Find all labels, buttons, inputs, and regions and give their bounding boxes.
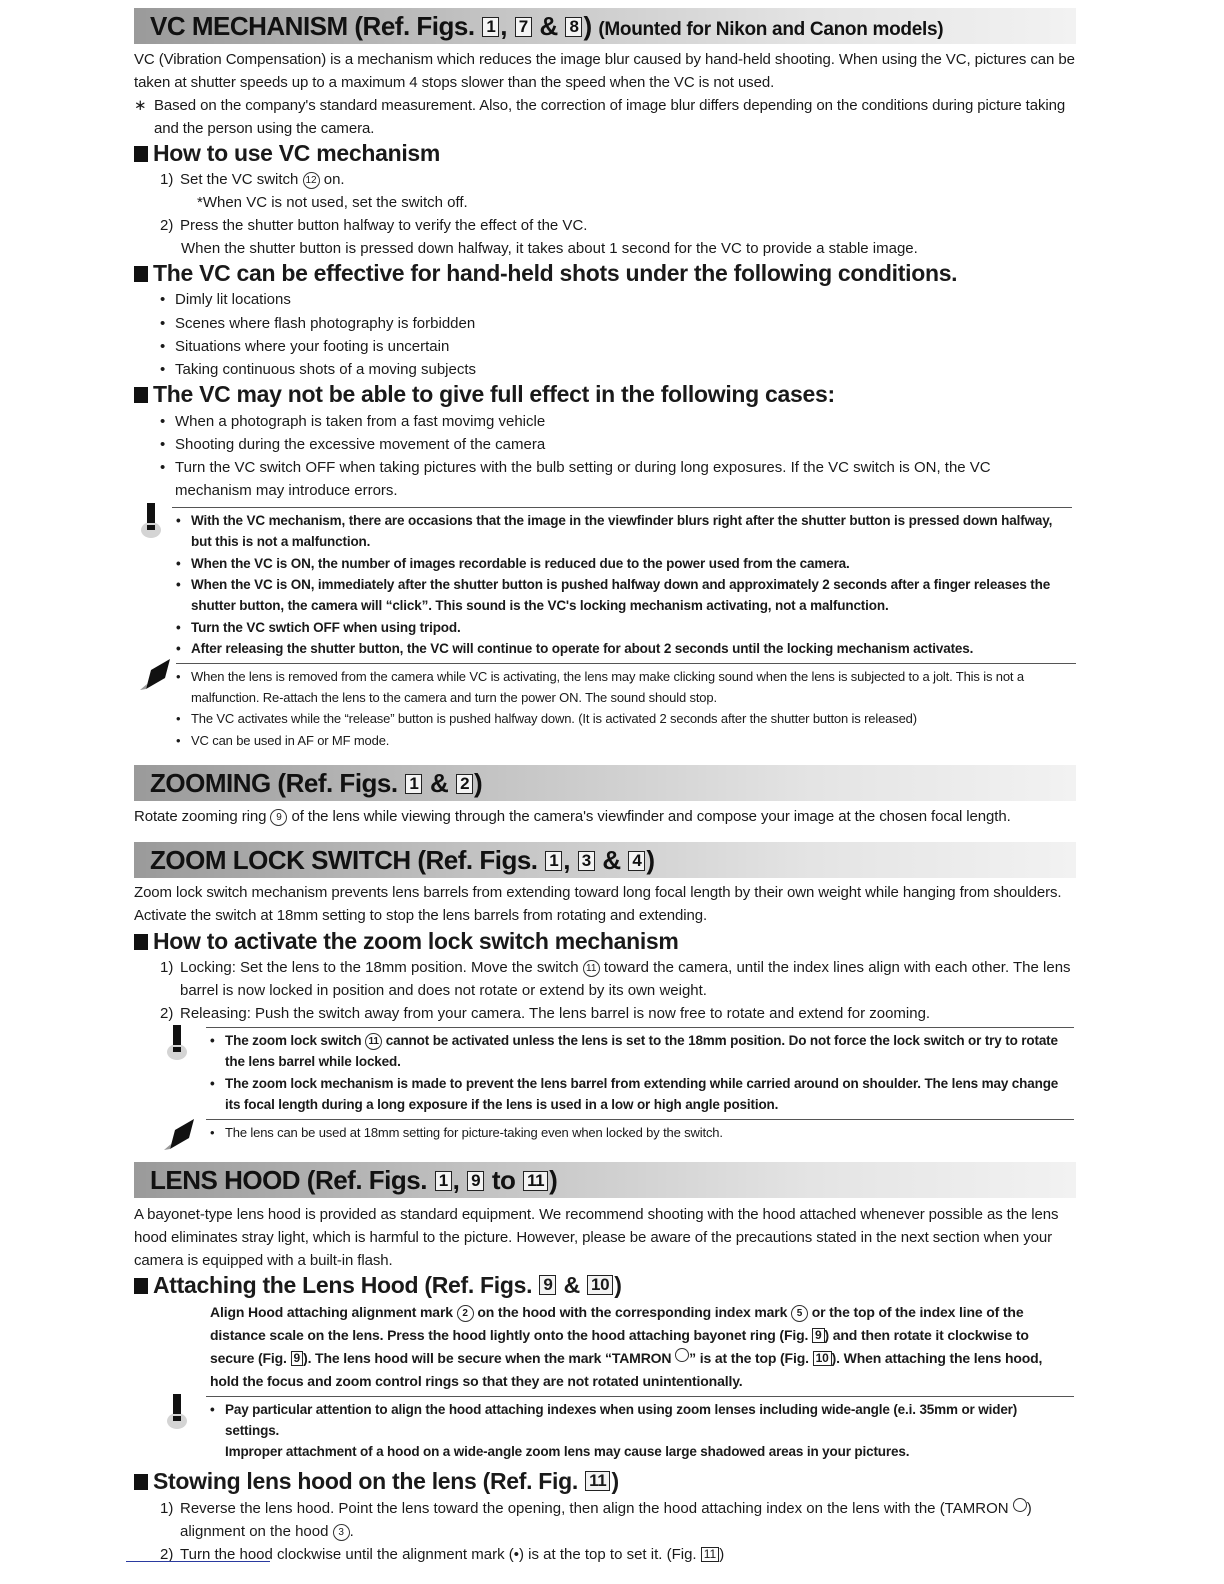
caution-text: With the VC mechanism, there are occasions that the image in the viewfinder blurs right after the shutter button is pressed down halfway, but this is not a malfunction.: [191, 513, 1053, 549]
separator: ,: [563, 845, 570, 875]
body-text: ). When attaching the lens hood, hold the focus and zoom control rings so that they are not rotated unintentionally.: [210, 1350, 1043, 1389]
section-heading: [134, 927, 679, 955]
fig-ref: 1: [435, 1171, 452, 1191]
square-bullet-icon: [134, 1278, 148, 1294]
zoom-lock-step-2: [160, 1002, 1080, 1025]
vc-mechanism-banner: [134, 8, 1076, 44]
close-paren: ): [611, 1468, 619, 1494]
close-paren: ): [583, 11, 592, 41]
caution-text: Pay particular attention to align the hood attaching indexes when using zoom lenses including wide-angle (e.i. 35mm or wider) settings.: [225, 1402, 1018, 1438]
body-text: ) and then rotate it clockwise to secure (Fig.: [210, 1327, 1029, 1366]
section-heading: [134, 380, 835, 408]
body-text: of the lens while viewing through the camera's viewfinder and compose your image at the chosen focal length.: [291, 808, 1011, 825]
caution-icon: [166, 1024, 188, 1064]
fig-ref: 9: [291, 1351, 304, 1366]
caution-text: The zoom lock switch: [225, 1033, 362, 1048]
step-text: ): [719, 1546, 725, 1563]
body-text: on the hood with the corresponding index mark: [477, 1304, 788, 1320]
step-text: toward the camera, until the index lines align with each other. The lens barrel is now locked in position and does not rotate or extend by its own weight.: [180, 959, 1071, 999]
step-number: 2): [160, 1005, 174, 1022]
step-text: Press the shutter button halfway to verify the effect of the VC.: [180, 217, 588, 234]
fig-ref: 3: [578, 851, 595, 871]
step-text: Locking: Set the lens to the 18mm position. Move the switch: [180, 959, 579, 976]
part-ref: 11: [365, 1033, 382, 1050]
heading-text: The VC can be effective for hand-held shots under the following conditions.: [153, 260, 958, 286]
page-edge-line: [126, 1561, 270, 1562]
divider: [172, 507, 1072, 508]
divider: [206, 1396, 1074, 1397]
square-bullet-icon: [134, 387, 148, 403]
part-ref: 12: [303, 172, 320, 189]
vc-subtitle: (Mounted for Nikon and Canon models): [598, 19, 944, 40]
close-paren: ): [549, 1165, 558, 1195]
fig-ref: 10: [587, 1275, 613, 1295]
step-text: Reverse the lens hood. Point the lens toward the opening, then align the hood attaching index on the lens with the (TAMRON: [180, 1500, 1009, 1517]
list-item-text: Dimly lit locations: [175, 291, 291, 308]
step-text: .: [349, 1523, 354, 1540]
step-text: Releasing: Push the switch away from your camera. The lens barrel is now free to rotate and extend for zooming.: [180, 1005, 931, 1022]
list-item-text: Turn the VC switch OFF when taking pictures with the bulb setting or during long exposures. If the VC switch is ON, the VC mechanism may introduce errors.: [175, 459, 991, 499]
step-number: 1): [160, 171, 174, 188]
list-item: • Scenes where flash photography is forbidden: [160, 312, 1060, 335]
caution-text: After releasing the shutter button, the VC will continue to operate for about 2 seconds until the locking mechanism activates.: [191, 641, 974, 656]
heading-text: How to activate the zoom lock switch mechanism: [153, 928, 679, 954]
memo-item: • The lens can be used at 18mm setting for picture-taking even when locked by the switch.: [210, 1122, 1060, 1143]
caution-text: When the VC is ON, immediately after the shutter button is pushed halfway down and approximately 2 seconds after a finger releases the shutter button, the camera will “click”. This sound is the VC's locking mechanism activating, not a malfunction.: [191, 577, 1051, 613]
fig-ref: 9: [812, 1328, 825, 1343]
zoom-lock-title: [150, 845, 655, 875]
heading-text: Attaching the Lens Hood (Ref. Figs.: [153, 1272, 533, 1298]
section-heading: [134, 139, 440, 167]
step-number: 1): [160, 959, 174, 976]
memo-text: The VC activates while the “release” button is pushed halfway down. (It is activated 2 seconds after the shutter button is released): [191, 711, 917, 726]
vc-step-1-note: *When VC is not used, set the switch off.: [197, 194, 468, 211]
caution-item: • With the VC mechanism, there are occasions that the image in the viewfinder blurs right after the shutter button is pressed down halfway, but this is not a malfunction.: [176, 510, 1056, 552]
part-ref: 5: [791, 1305, 808, 1322]
lens-hood-intro: A bayonet-type lens hood is provided as standard equipment. We recommend shooting with the hood attached whenever possible as the lens hood eliminates stray light, which is harmful to the picture. However, please be aware of the precautions stated in the next section when your camera is equipped with a built-in flash.: [134, 1206, 1059, 1269]
caution-item: • Pay particular attention to align the hood attaching indexes when using zoom lenses including wide-angle (e.i. 35mm or wider) settings. Improper attachment of a hood on a wide-angle zoom lens may cause large shadowed areas in your pictures.: [210, 1399, 1060, 1462]
caution-item: • After releasing the shutter button, the VC will continue to operate for about 2 seconds until the locking mechanism activates.: [176, 638, 1056, 659]
part-ref: 9: [270, 809, 287, 826]
list-item: • Situations where your footing is uncertain: [160, 335, 1060, 358]
divider: [206, 1119, 1074, 1120]
caution-item: • The zoom lock mechanism is made to prevent the lens barrel from extending while carried around on shoulder. The lens may change its focal length during a long exposure if the lens is used in a low or high angle position.: [210, 1073, 1060, 1115]
memo-text: The lens can be used at 18mm setting for picture-taking even when locked by the switch.: [225, 1125, 723, 1140]
divider: [206, 1027, 1074, 1028]
zooming-banner: [134, 765, 1076, 801]
square-bullet-icon: [134, 266, 148, 282]
fig-ref: 9: [467, 1171, 484, 1191]
square-bullet-icon: [134, 146, 148, 162]
attach-instructions: [210, 1301, 1070, 1393]
caution-icon: [166, 1393, 188, 1433]
memo-item: • The VC activates while the “release” button is pushed halfway down. (It is activated 2 seconds after the shutter button is released): [176, 708, 1066, 729]
step-text: on.: [323, 171, 345, 188]
caution-text: Improper attachment of a hood on a wide-angle zoom lens may cause large shadowed areas in your pictures.: [225, 1444, 910, 1459]
body-text: Rotate zooming ring: [134, 808, 267, 825]
vc-step-1: [160, 168, 1080, 191]
fig-ref: 1: [482, 17, 499, 37]
zooming-title-text: ZOOMING (Ref. Figs.: [150, 768, 398, 798]
separator: &: [539, 11, 558, 41]
fig-ref: 8: [565, 17, 582, 37]
fig-ref: 10: [813, 1351, 832, 1366]
memo-item: • VC can be used in AF or MF mode.: [176, 730, 1066, 751]
zoom-lock-step-1: [160, 956, 1080, 1002]
section-heading: [134, 1271, 622, 1299]
fig-ref: 7: [515, 17, 532, 37]
caution-text: cannot be activated unless the lens is set to the 18mm position. Do not force the lock switch or try to rotate the lens barrel while locked.: [225, 1033, 1058, 1069]
fig-ref: 11: [585, 1471, 610, 1491]
caution-text: Turn the VC swtich OFF when using tripod.: [191, 620, 461, 635]
list-item-text: Taking continuous shots of a moving subjects: [175, 361, 477, 378]
heading-text: How to use VC mechanism: [153, 140, 441, 166]
separator: &: [602, 845, 621, 875]
fig-ref: 11: [523, 1171, 548, 1191]
vc-intro: VC (Vibration Compensation) is a mechanism which reduces the image blur caused by hand-held shooting. When using the VC, pictures can be taken at shutter speeds up to a maximum 4 stops slower than the speed when the VC is not used.: [134, 51, 1075, 91]
separator: ,: [452, 1165, 460, 1195]
list-item: • Dimly lit locations: [160, 288, 1060, 311]
vc-step-2-note: When the shutter button is pressed down halfway, it takes about 1 second for the VC to provide a stable image.: [181, 240, 918, 257]
separator: &: [430, 768, 449, 798]
close-paren: ): [474, 768, 483, 798]
fig-ref: 2: [456, 774, 473, 794]
step-text: Set the VC switch: [180, 171, 299, 188]
lens-hood-banner: [134, 1162, 1076, 1198]
body-text: ). The lens hood will be secure when the mark “TAMRON: [303, 1350, 672, 1366]
list-item-text: Shooting during the excessive movement of the camera: [175, 436, 546, 453]
vc-mechanism-title: [150, 11, 943, 45]
tamron-mark-icon: [1013, 1498, 1027, 1512]
heading-text: The VC may not be able to give full effect in the following cases:: [153, 381, 835, 407]
stow-step-1: [160, 1497, 1080, 1543]
step-number: 2): [160, 217, 174, 234]
vc-title-text: VC MECHANISM (Ref. Figs.: [150, 11, 475, 41]
caution-item: • When the VC is ON, the number of images recordable is reduced due to the power used from the camera.: [176, 553, 1056, 574]
zooming-title: [150, 768, 482, 798]
divider: [176, 663, 1076, 664]
fig-ref: 1: [545, 851, 562, 871]
zoom-lock-intro: Zoom lock switch mechanism prevents lens barrels from extending toward long focal length by their own weight while hanging from shoulders. Activate the switch at 18mm setting to stop the lens barrels from rotating and extending.: [134, 884, 1062, 924]
fig-ref: 1: [405, 774, 422, 794]
part-ref: 2: [457, 1305, 474, 1322]
lens-hood-title: [150, 1165, 557, 1195]
memo-pencil-icon: [138, 656, 174, 692]
memo-pencil-icon: [162, 1116, 198, 1152]
memo-text: VC can be used in AF or MF mode.: [191, 733, 390, 748]
section-heading: [134, 1467, 619, 1495]
heading-text: Stowing lens hood on the lens (Ref. Fig.: [153, 1468, 578, 1494]
separator: &: [563, 1272, 580, 1298]
memo-item: • When the lens is removed from the camera while VC is activating, the lens may make clicking sound when the lens is subjected to a jolt. This is not a malfunction. Re-attach the lens to the camera and turn the power ON. The sound should stop.: [176, 666, 1066, 708]
step-text: ) alignment on the hood: [180, 1500, 1032, 1540]
caution-item: • When the VC is ON, immediately after the shutter button is pushed halfway down and approximately 2 seconds after a finger releases the shutter button, the camera will “click”. This sound is the VC's locking mechanism activating, not a malfunction.: [176, 574, 1061, 616]
memo-text: When the lens is removed from the camera while VC is activating, the lens may make clicking sound when the lens is subjected to a jolt. This is not a malfunction. Re-attach the lens to the camera and turn the power ON. The sound should stop.: [191, 669, 1024, 705]
list-item-text: Scenes where flash photography is forbidden: [175, 315, 476, 332]
lens-hood-title-text: LENS HOOD (Ref. Figs.: [150, 1165, 427, 1195]
caution-icon: [140, 502, 162, 542]
fig-ref: 4: [628, 851, 645, 871]
square-bullet-icon: [134, 934, 148, 950]
step-number: 2): [160, 1546, 174, 1563]
body-text: ” is at the top (Fig.: [689, 1350, 809, 1366]
stow-step-2: [160, 1543, 1080, 1566]
close-paren: ): [614, 1272, 622, 1298]
vc-footnote: [134, 94, 1080, 140]
body-text: or the top of the index line of the distance scale on the lens. Press the hood lightly onto the hood attaching bayonet ring (Fig.: [210, 1304, 1024, 1343]
separator: ,: [500, 11, 508, 41]
tamron-mark-icon: [675, 1348, 689, 1362]
separator: to: [491, 1165, 516, 1195]
section-heading: [134, 259, 957, 287]
close-paren: ): [646, 845, 655, 875]
step-text: Turn the hood clockwise until the alignment mark (•) is at the top to set it. (Fig.: [180, 1546, 697, 1563]
part-ref: 3: [333, 1524, 350, 1541]
list-item-text: Situations where your footing is uncertain: [175, 338, 450, 355]
square-bullet-icon: [134, 1474, 148, 1490]
body-text: Align Hood attaching alignment mark: [210, 1304, 453, 1320]
caution-item: • Turn the VC swtich OFF when using tripod.: [176, 617, 1056, 638]
zoom-lock-title-text: ZOOM LOCK SWITCH (Ref. Figs.: [150, 845, 538, 875]
list-item: • Turn the VC switch OFF when taking pictures with the bulb setting or during long exposures. If the VC switch is ON, the VC mechanism may introduce errors.: [160, 456, 1070, 502]
zoom-lock-banner: [134, 842, 1076, 878]
list-item-text: When a photograph is taken from a fast movimg vehicle: [175, 413, 546, 430]
zooming-text: [134, 805, 1080, 828]
fig-ref: 11: [701, 1547, 719, 1562]
asterisk-mark: ∗: [134, 97, 147, 114]
footnote-text: Based on the company's standard measurement. Also, the correction of image blur differs depending on the conditions during picture taking and the person using the camera.: [154, 97, 1066, 137]
list-item: • Shooting during the excessive movement of the camera: [160, 433, 1060, 456]
vc-step-2: [160, 214, 1080, 237]
step-number: 1): [160, 1500, 174, 1517]
fig-ref: 9: [539, 1275, 556, 1295]
caution-text: The zoom lock mechanism is made to prevent the lens barrel from extending while carried around on shoulder. The lens may change its focal length during a long exposure if the lens is used in a low or high angle position.: [225, 1076, 1059, 1112]
part-ref: 11: [583, 960, 600, 977]
list-item: • Taking continuous shots of a moving subjects: [160, 358, 1060, 381]
caution-text: When the VC is ON, the number of images recordable is reduced due to the power used from the camera.: [191, 556, 850, 571]
list-item: • When a photograph is taken from a fast movimg vehicle: [160, 410, 1060, 433]
caution-item: • The zoom lock switch 11 cannot be activated unless the lens is set to the 18mm position. Do not force the lock switch or try to rotate the lens barrel while locked.: [210, 1033, 1058, 1069]
